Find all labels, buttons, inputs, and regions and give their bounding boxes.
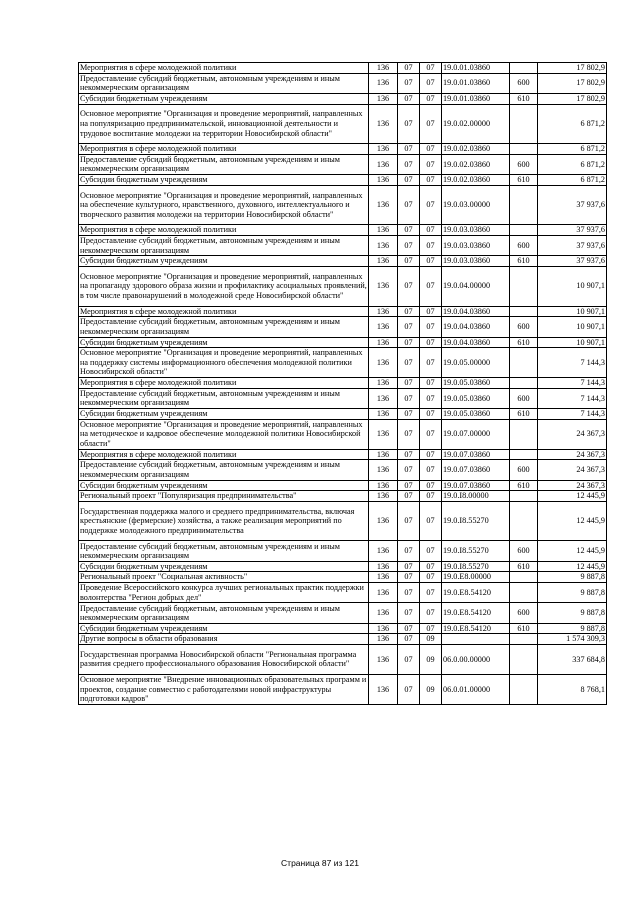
row-pr-code: 07 (420, 266, 442, 306)
row-cs-code: 19.0.01.03860 (442, 73, 510, 93)
row-pr-code: 07 (420, 491, 442, 502)
row-cs-code: 19.0.I8.55270 (442, 561, 510, 572)
row-sum: 6 871,2 (538, 154, 607, 174)
table-row (79, 185, 607, 225)
row-gr-code: 136 (369, 256, 398, 267)
row-sum: 24 367,3 (538, 419, 607, 449)
row-gr-code: 136 (369, 73, 398, 93)
row-rz-code: 07 (398, 572, 420, 583)
row-gr-code: 136 (369, 541, 398, 561)
row-rz-code: 07 (398, 63, 420, 74)
row-rz-code: 07 (398, 256, 420, 267)
row-name: Предоставление субсидий бюджетным, автономным учреждениям и иным некоммерческим организациям (79, 235, 369, 255)
table-row (79, 104, 607, 144)
row-sum: 24 367,3 (538, 460, 607, 480)
row-pr-code: 07 (420, 93, 442, 104)
row-name: Региональный проект "Социальная активность" (79, 572, 369, 583)
table-row (79, 480, 607, 491)
row-pr-code: 07 (420, 583, 442, 603)
row-vr-code (510, 634, 538, 645)
row-cs-code: 19.0.04.03860 (442, 337, 510, 348)
row-pr-code: 07 (420, 73, 442, 93)
row-vr-code: 600 (510, 603, 538, 623)
row-gr-code: 136 (369, 175, 398, 186)
row-pr-code: 07 (420, 541, 442, 561)
table-row (79, 561, 607, 572)
row-sum: 7 144,3 (538, 388, 607, 408)
row-pr-code: 07 (420, 409, 442, 420)
table-row (79, 93, 607, 104)
table-row (79, 409, 607, 420)
row-cs-code: 19.0.E8.54120 (442, 583, 510, 603)
row-sum: 37 937,6 (538, 256, 607, 267)
row-vr-code: 600 (510, 154, 538, 174)
row-rz-code: 07 (398, 409, 420, 420)
row-sum: 17 802,9 (538, 73, 607, 93)
row-cs-code: 19.0.03.03860 (442, 235, 510, 255)
table-row (79, 674, 607, 704)
row-name: Проведение Всероссийского конкурса лучших региональных практик поддержки волонтерства "Регион добрых дел" (79, 583, 369, 603)
row-cs-code: 19.0.I8.00000 (442, 491, 510, 502)
row-sum: 9 887,8 (538, 572, 607, 583)
table-row (79, 175, 607, 186)
row-gr-code: 136 (369, 306, 398, 317)
row-sum: 7 144,3 (538, 378, 607, 389)
row-pr-code: 07 (420, 348, 442, 378)
row-sum: 12 445,9 (538, 561, 607, 572)
row-sum: 10 907,1 (538, 266, 607, 306)
row-name: Мероприятия в сфере молодежной политики (79, 378, 369, 389)
row-rz-code: 07 (398, 460, 420, 480)
row-rz-code: 07 (398, 634, 420, 645)
row-cs-code (442, 634, 510, 645)
row-pr-code: 07 (420, 225, 442, 236)
row-gr-code: 136 (369, 583, 398, 603)
row-vr-code (510, 449, 538, 460)
row-pr-code: 07 (420, 175, 442, 186)
row-sum: 337 684,8 (538, 644, 607, 674)
row-sum: 6 871,2 (538, 144, 607, 155)
row-name: Субсидии бюджетным учреждениям (79, 623, 369, 634)
row-pr-code: 07 (420, 449, 442, 460)
row-gr-code: 136 (369, 674, 398, 704)
row-cs-code: 19.0.02.03860 (442, 175, 510, 186)
row-name: Основное мероприятие "Организация и проведение мероприятий, направленных на поддержку системы информационного обеспечения молодежной политики Новосибирской области" (79, 348, 369, 378)
row-name: Субсидии бюджетным учреждениям (79, 480, 369, 491)
row-cs-code: 19.0.E8.54120 (442, 603, 510, 623)
row-rz-code: 07 (398, 337, 420, 348)
row-sum: 6 871,2 (538, 175, 607, 186)
row-gr-code: 136 (369, 144, 398, 155)
table-row (79, 460, 607, 480)
row-pr-code: 07 (420, 501, 442, 541)
table-row (79, 317, 607, 337)
row-sum: 1 574 309,3 (538, 634, 607, 645)
row-rz-code: 07 (398, 266, 420, 306)
row-pr-code: 07 (420, 306, 442, 317)
table-row (79, 235, 607, 255)
row-name: Субсидии бюджетным учреждениям (79, 337, 369, 348)
page-footer (0, 858, 640, 868)
row-cs-code: 19.0.04.03860 (442, 317, 510, 337)
row-vr-code: 600 (510, 235, 538, 255)
row-rz-code: 07 (398, 175, 420, 186)
row-name: Предоставление субсидий бюджетным, автономным учреждениям и иным некоммерческим организациям (79, 388, 369, 408)
row-gr-code: 136 (369, 460, 398, 480)
row-rz-code: 07 (398, 348, 420, 378)
table-row (79, 306, 607, 317)
row-pr-code: 07 (420, 572, 442, 583)
row-vr-code: 610 (510, 623, 538, 634)
row-gr-code: 136 (369, 572, 398, 583)
table-row (79, 491, 607, 502)
row-gr-code: 136 (369, 317, 398, 337)
table-row (79, 73, 607, 93)
row-sum: 37 937,6 (538, 235, 607, 255)
row-rz-code: 07 (398, 104, 420, 144)
row-gr-code: 136 (369, 266, 398, 306)
row-name: Государственная поддержка малого и среднего предпринимательства, включая крестьянские (фермерские) хозяйства, а также реализация мероприятий по поддержке молодежного предпринимательства (79, 501, 369, 541)
row-sum: 9 887,8 (538, 603, 607, 623)
row-pr-code: 07 (420, 623, 442, 634)
row-cs-code: 19.0.05.03860 (442, 388, 510, 408)
row-gr-code: 136 (369, 378, 398, 389)
row-rz-code: 07 (398, 583, 420, 603)
table-row (79, 572, 607, 583)
row-name: Основное мероприятие "Внедрение инновационных образовательных программ и проектов, создание совместно с работодателями новой инфраструктуры подготовки кадров" (79, 674, 369, 704)
row-cs-code: 19.0.04.00000 (442, 266, 510, 306)
row-gr-code: 136 (369, 63, 398, 74)
row-vr-code: 610 (510, 175, 538, 186)
row-name: Субсидии бюджетным учреждениям (79, 409, 369, 420)
row-gr-code: 136 (369, 419, 398, 449)
row-rz-code: 07 (398, 561, 420, 572)
row-rz-code: 07 (398, 491, 420, 502)
row-cs-code: 19.0.02.03860 (442, 144, 510, 155)
table-row (79, 501, 607, 541)
row-name: Мероприятия в сфере молодежной политики (79, 449, 369, 460)
row-gr-code: 136 (369, 93, 398, 104)
row-rz-code: 07 (398, 623, 420, 634)
row-rz-code: 07 (398, 388, 420, 408)
table-row (79, 623, 607, 634)
row-gr-code: 136 (369, 348, 398, 378)
row-cs-code: 19.0.05.03860 (442, 378, 510, 389)
row-sum: 17 802,9 (538, 93, 607, 104)
row-sum: 12 445,9 (538, 501, 607, 541)
table-row (79, 225, 607, 236)
row-cs-code: 19.0.07.00000 (442, 419, 510, 449)
row-cs-code: 19.0.01.03860 (442, 93, 510, 104)
table-row (79, 154, 607, 174)
row-gr-code: 136 (369, 644, 398, 674)
row-pr-code: 07 (420, 256, 442, 267)
row-vr-code: 600 (510, 73, 538, 93)
row-sum: 9 887,8 (538, 623, 607, 634)
row-vr-code (510, 674, 538, 704)
row-pr-code: 07 (420, 460, 442, 480)
row-cs-code: 19.0.05.00000 (442, 348, 510, 378)
table-row (79, 378, 607, 389)
table-row (79, 388, 607, 408)
row-vr-code: 610 (510, 480, 538, 491)
row-cs-code: 19.0.03.03860 (442, 225, 510, 236)
row-name: Государственная программа Новосибирской области "Региональная программа развития среднего профессионального образования Новосибирской области" (79, 644, 369, 674)
row-vr-code (510, 583, 538, 603)
row-pr-code: 07 (420, 104, 442, 144)
row-cs-code: 19.0.E8.00000 (442, 572, 510, 583)
page-number: Страница 87 из 121 (281, 858, 359, 868)
row-vr-code (510, 491, 538, 502)
row-name: Мероприятия в сфере молодежной политики (79, 225, 369, 236)
row-cs-code: 06.0.00.00000 (442, 644, 510, 674)
row-rz-code: 07 (398, 306, 420, 317)
row-rz-code: 07 (398, 185, 420, 225)
row-name: Предоставление субсидий бюджетным, автономным учреждениям и иным некоммерческим организациям (79, 73, 369, 93)
row-sum: 9 887,8 (538, 583, 607, 603)
row-vr-code (510, 572, 538, 583)
row-pr-code: 07 (420, 388, 442, 408)
row-pr-code: 07 (420, 154, 442, 174)
table-row (79, 337, 607, 348)
row-vr-code: 610 (510, 256, 538, 267)
row-vr-code (510, 63, 538, 74)
row-gr-code: 136 (369, 235, 398, 255)
row-vr-code: 600 (510, 388, 538, 408)
row-cs-code: 19.0.07.03860 (442, 449, 510, 460)
table-row (79, 348, 607, 378)
row-name: Предоставление субсидий бюджетным, автономным учреждениям и иным некоммерческим организациям (79, 541, 369, 561)
row-gr-code: 136 (369, 634, 398, 645)
row-name: Мероприятия в сфере молодежной политики (79, 306, 369, 317)
row-name: Основное мероприятие "Организация и проведение мероприятий, направленных на методическое и кадровое обеспечение молодежной политики Новосибирской области" (79, 419, 369, 449)
row-vr-code (510, 306, 538, 317)
table-row (79, 603, 607, 623)
row-vr-code: 610 (510, 93, 538, 104)
row-name: Мероприятия в сфере молодежной политики (79, 144, 369, 155)
row-pr-code: 09 (420, 644, 442, 674)
row-vr-code: 600 (510, 541, 538, 561)
row-pr-code: 07 (420, 235, 442, 255)
row-vr-code (510, 378, 538, 389)
row-rz-code: 07 (398, 674, 420, 704)
row-name: Предоставление субсидий бюджетным, автономным учреждениям и иным некоммерческим организациям (79, 603, 369, 623)
row-name: Региональный проект "Популяризация предпринимательства" (79, 491, 369, 502)
row-sum: 24 367,3 (538, 480, 607, 491)
row-gr-code: 136 (369, 337, 398, 348)
row-pr-code: 07 (420, 603, 442, 623)
row-vr-code (510, 225, 538, 236)
row-pr-code: 07 (420, 419, 442, 449)
row-sum: 7 144,3 (538, 409, 607, 420)
row-sum: 10 907,1 (538, 306, 607, 317)
table-row (79, 266, 607, 306)
row-cs-code: 19.0.07.03860 (442, 460, 510, 480)
budget-table-body (79, 63, 607, 705)
row-vr-code (510, 644, 538, 674)
row-pr-code: 07 (420, 185, 442, 225)
row-name: Субсидии бюджетным учреждениям (79, 256, 369, 267)
row-vr-code (510, 266, 538, 306)
row-pr-code: 07 (420, 144, 442, 155)
row-vr-code (510, 501, 538, 541)
row-gr-code: 136 (369, 104, 398, 144)
row-rz-code: 07 (398, 419, 420, 449)
row-gr-code: 136 (369, 561, 398, 572)
row-rz-code: 07 (398, 73, 420, 93)
row-cs-code: 19.0.E8.54120 (442, 623, 510, 634)
table-row (79, 449, 607, 460)
row-rz-code: 07 (398, 378, 420, 389)
row-pr-code: 07 (420, 480, 442, 491)
table-row (79, 256, 607, 267)
table-row (79, 63, 607, 74)
row-pr-code: 07 (420, 561, 442, 572)
row-rz-code: 07 (398, 541, 420, 561)
row-name: Субсидии бюджетным учреждениям (79, 93, 369, 104)
row-rz-code: 07 (398, 144, 420, 155)
table-row (79, 634, 607, 645)
row-gr-code: 136 (369, 154, 398, 174)
row-sum: 12 445,9 (538, 491, 607, 502)
row-rz-code: 07 (398, 644, 420, 674)
row-cs-code: 19.0.05.03860 (442, 409, 510, 420)
row-gr-code: 136 (369, 480, 398, 491)
row-name: Субсидии бюджетным учреждениям (79, 175, 369, 186)
row-vr-code: 600 (510, 317, 538, 337)
row-pr-code: 07 (420, 337, 442, 348)
row-rz-code: 07 (398, 317, 420, 337)
row-rz-code: 07 (398, 603, 420, 623)
row-name: Мероприятия в сфере молодежной политики (79, 63, 369, 74)
row-sum: 10 907,1 (538, 317, 607, 337)
row-vr-code (510, 104, 538, 144)
row-sum: 37 937,6 (538, 225, 607, 236)
row-cs-code: 19.0.03.00000 (442, 185, 510, 225)
row-sum: 12 445,9 (538, 541, 607, 561)
row-name: Субсидии бюджетным учреждениям (79, 561, 369, 572)
row-vr-code: 610 (510, 561, 538, 572)
row-pr-code: 07 (420, 63, 442, 74)
row-gr-code: 136 (369, 491, 398, 502)
budget-table (78, 62, 607, 705)
row-name: Предоставление субсидий бюджетным, автономным учреждениям и иным некоммерческим организациям (79, 317, 369, 337)
row-pr-code: 07 (420, 317, 442, 337)
row-vr-code: 610 (510, 337, 538, 348)
row-gr-code: 136 (369, 185, 398, 225)
row-gr-code: 136 (369, 225, 398, 236)
row-name: Предоставление субсидий бюджетным, автономным учреждениям и иным некоммерческим организациям (79, 154, 369, 174)
row-sum: 10 907,1 (538, 337, 607, 348)
row-sum: 17 802,9 (538, 63, 607, 74)
row-name: Основное мероприятие "Организация и проведение мероприятий, направленных на обеспечение культурного, нравственного, духовного, интеллектуального и творческого развития молодежи на территории Новосибирской области" (79, 185, 369, 225)
row-gr-code: 136 (369, 388, 398, 408)
row-name: Основное мероприятие "Организация и проведение мероприятий, направленных на пропаганду здорового образа жизни и профилактику асоциальных проявлений, в том числе правонарушений в молодежной среде Новосибирской области" (79, 266, 369, 306)
table-row (79, 583, 607, 603)
row-sum: 37 937,6 (538, 185, 607, 225)
row-cs-code: 19.0.07.03860 (442, 480, 510, 491)
row-pr-code: 09 (420, 634, 442, 645)
row-gr-code: 136 (369, 603, 398, 623)
row-sum: 7 144,3 (538, 348, 607, 378)
row-name: Основное мероприятие "Организация и проведение мероприятий, направленных на популяризацию предпринимательской, инновационной деятельности и трудовое воспитание молодежи на территории Новосибирской области" (79, 104, 369, 144)
row-rz-code: 07 (398, 154, 420, 174)
row-vr-code (510, 185, 538, 225)
row-cs-code: 19.0.I8.55270 (442, 501, 510, 541)
row-cs-code: 19.0.I8.55270 (442, 541, 510, 561)
table-row (79, 144, 607, 155)
row-rz-code: 07 (398, 480, 420, 491)
row-gr-code: 136 (369, 501, 398, 541)
table-row (79, 541, 607, 561)
row-pr-code: 09 (420, 674, 442, 704)
row-cs-code: 19.0.03.03860 (442, 256, 510, 267)
row-rz-code: 07 (398, 449, 420, 460)
row-sum: 6 871,2 (538, 104, 607, 144)
row-rz-code: 07 (398, 93, 420, 104)
row-sum: 24 367,3 (538, 449, 607, 460)
row-rz-code: 07 (398, 225, 420, 236)
row-cs-code: 19.0.01.03860 (442, 63, 510, 74)
row-cs-code: 19.0.02.00000 (442, 104, 510, 144)
row-gr-code: 136 (369, 623, 398, 634)
row-cs-code: 19.0.04.03860 (442, 306, 510, 317)
row-vr-code: 600 (510, 460, 538, 480)
row-cs-code: 19.0.02.03860 (442, 154, 510, 174)
table-row (79, 644, 607, 674)
row-vr-code: 610 (510, 409, 538, 420)
row-name: Другие вопросы в области образования (79, 634, 369, 645)
table-row (79, 419, 607, 449)
row-pr-code: 07 (420, 378, 442, 389)
row-vr-code (510, 144, 538, 155)
row-name: Предоставление субсидий бюджетным, автономным учреждениям и иным некоммерческим организациям (79, 460, 369, 480)
row-sum: 8 768,1 (538, 674, 607, 704)
row-vr-code (510, 348, 538, 378)
row-rz-code: 07 (398, 501, 420, 541)
row-vr-code (510, 419, 538, 449)
row-gr-code: 136 (369, 409, 398, 420)
row-rz-code: 07 (398, 235, 420, 255)
row-gr-code: 136 (369, 449, 398, 460)
row-cs-code: 06.0.01.00000 (442, 674, 510, 704)
